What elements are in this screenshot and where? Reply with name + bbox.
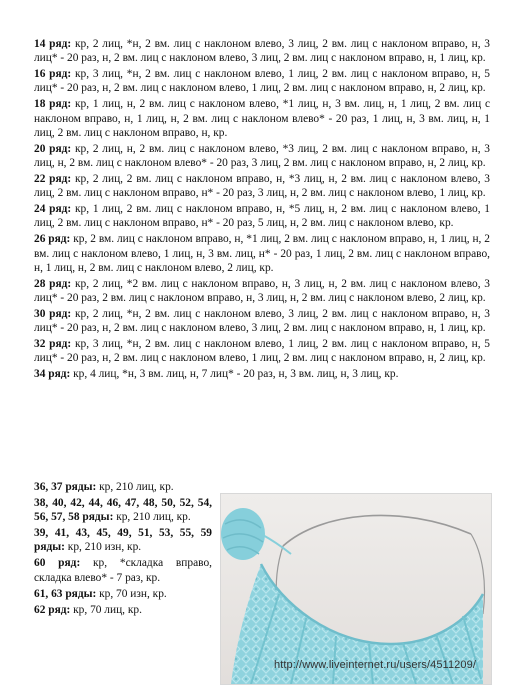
row-label: 26 ряд: <box>34 233 71 246</box>
row-text: кр, 2 лиц, *2 вм. лиц с наклоном вправо, н, 3 лиц, н, 2 вм. лиц с наклоном влево, 3 лиц* - 20 раз, 2 вм. лиц с наклоном вправо, н, 3 лиц, н, 2 вм. лиц с наклоном влево, 2 лиц, кр. <box>34 277 491 305</box>
row-instruction <box>34 587 212 601</box>
row-label: 32 ряд: <box>34 338 72 351</box>
row-label: 60 ряд: <box>34 557 81 570</box>
row-label: 20 ряд: <box>34 142 72 155</box>
row-instruction <box>34 367 490 381</box>
row-text: кр, 2 вм. лиц с наклоном вправо, н, *1 лиц, 2 вм. лиц с наклоном вправо, н, 1 лиц, н, 2 вм. лиц с наклоном влево, 1 лиц, н, 3 вм. лиц, н* - 20 раз, 1 лиц, 2 вм. лиц с наклоном вправо, н, 1 лиц, н, 2 вм. лиц с наклоном влево, 2 лиц, кр. <box>34 233 491 274</box>
row-instruction <box>34 142 490 170</box>
row-label: 30 ряд: <box>34 308 72 321</box>
row-instruction <box>34 337 490 365</box>
row-instruction <box>34 67 490 95</box>
row-text: кр, 1 лиц, н, 2 вм. лиц с наклоном влево, *1 лиц, н, 3 вм. лиц, н, 1 лиц, 2 вм. лиц с наклоном вправо, н, 1 лиц, н, 2 вм. лиц с наклоном влево* - 20 раз, 1 лиц, н, 3 вм. лиц, н, 1 лиц, 2 вм. лиц с наклоном вправо, н, кр. <box>34 98 491 139</box>
row-instruction <box>34 496 212 524</box>
row-text: кр, 70 лиц, кр. <box>70 603 142 616</box>
pattern-text <box>34 37 490 383</box>
row-instruction <box>34 172 490 200</box>
left-column-rows <box>34 480 212 619</box>
row-label: 62 ряд: <box>34 603 71 616</box>
row-text: кр, 210 изн, кр. <box>64 541 142 554</box>
row-text: кр, 1 лиц, 2 вм. лиц с наклоном вправо, н, *5 лиц, н, 2 вм. лиц с наклоном влево, 1 лиц, 2 вм. лиц с наклоном вправо, н* - 20 раз, 5 лиц, н, 2 вм. лиц с наклоном влево, кр. <box>34 203 491 230</box>
bottom-section <box>34 480 490 680</box>
row-label: 39, 41, 43, 45, 49, 51, 53, 55, 59 ряды: <box>34 527 212 554</box>
row-label: 34 ряд: <box>34 368 71 381</box>
row-text: кр, 3 лиц, *н, 2 вм. лиц с наклоном влево, 1 лиц, 2 вм. лиц с наклоном вправо, н, 5 лиц* - 20 раз, н, 2 вм. лиц с наклоном влево, 1 лиц, 2 вм. лиц с наклоном вправо, н, 2 лиц, кр. <box>34 338 491 365</box>
row-instruction <box>34 526 212 554</box>
knitted-yoke-image <box>221 494 491 684</box>
row-instruction <box>34 480 212 494</box>
row-label: 22 ряд: <box>34 173 72 186</box>
row-label: 36, 37 ряды: <box>34 481 97 493</box>
row-label: 38, 40, 42, 44, 46, 47, 48, 50, 52, 54, 56, 57, 58 ряды: <box>34 497 212 524</box>
row-label: 28 ряд: <box>34 277 72 290</box>
row-label: 61, 63 ряды: <box>34 587 97 600</box>
row-text: кр, 2 лиц, н, 2 вм. лиц с наклоном влево, *3 лиц, 2 вм. лиц с наклоном вправо, н, 3 лиц, н, 2 вм. лиц с наклоном влево* - 20 раз, 3 лиц, 2 вм. лиц с наклоном вправо, н, 2 лиц, кр. <box>34 142 491 170</box>
row-instruction <box>34 202 490 230</box>
row-label: 16 ряд: <box>34 68 72 81</box>
row-instruction <box>34 603 212 617</box>
row-instruction <box>34 37 490 65</box>
source-url[interactable]: http://www.liveinternet.ru/users/4511209/ <box>273 659 476 671</box>
row-instruction <box>34 307 490 335</box>
row-text: кр, 210 лиц, кр. <box>96 481 174 493</box>
row-text: кр, 3 лиц, *н, 2 вм. лиц с наклоном влево, 1 лиц, 2 вм. лиц с наклоном вправо, н, 5 лиц* - 20 раз, н, 2 вм. лиц с наклоном влево, 1 лиц, 2 вм. лиц с наклоном вправо, н, 2 лиц, кр. <box>34 68 491 95</box>
row-instruction <box>34 232 490 275</box>
row-text: кр, 70 изн, кр. <box>96 587 167 600</box>
row-label: 24 ряд: <box>34 203 72 216</box>
row-text: кр, 2 лиц, *н, 2 вм. лиц с наклоном влево, 3 лиц, 2 вм. лиц с наклоном вправо, н, 3 лиц* - 20 раз, н, 2 вм. лиц с наклоном влево, 3 лиц, 2 вм. лиц с наклоном вправо, н, 1 лиц, кр. <box>34 38 491 65</box>
knitting-photo <box>220 493 492 685</box>
row-text: кр, *складка вправо, складка влево* - 7 раз, кр. <box>34 557 212 584</box>
row-text: кр, 2 лиц, 2 вм. лиц с наклоном вправо, н, *3 лиц, н, 2 вм. лиц с наклоном влево, 3 лиц, 2 вм. лиц с наклоном вправо, н* - 20 раз, 3 лиц, н, 2 вм. лиц с наклоном влево, 1 лиц, кр. <box>34 173 491 200</box>
row-instruction <box>34 277 490 305</box>
row-label: 14 ряд: <box>34 38 72 50</box>
row-text: кр, 210 лиц, кр. <box>113 511 191 524</box>
row-label: 18 ряд: <box>34 98 72 111</box>
row-text: кр, 4 лиц, *н, 3 вм. лиц, н, 7 лиц* - 20 раз, н, 3 вм. лиц, н, 3 лиц, кр. <box>70 368 399 381</box>
row-text: кр, 2 лиц, *н, 2 вм. лиц с наклоном влево, 3 лиц, 2 вм. лиц с наклоном вправо, н, 3 лиц* - 20 раз, н, 2 вм. лиц с наклоном влево, 3 лиц, 2 вм. лиц с наклоном вправо, н, 1 лиц, кр. <box>34 308 491 335</box>
row-instruction <box>34 97 490 140</box>
row-instruction <box>34 556 212 584</box>
